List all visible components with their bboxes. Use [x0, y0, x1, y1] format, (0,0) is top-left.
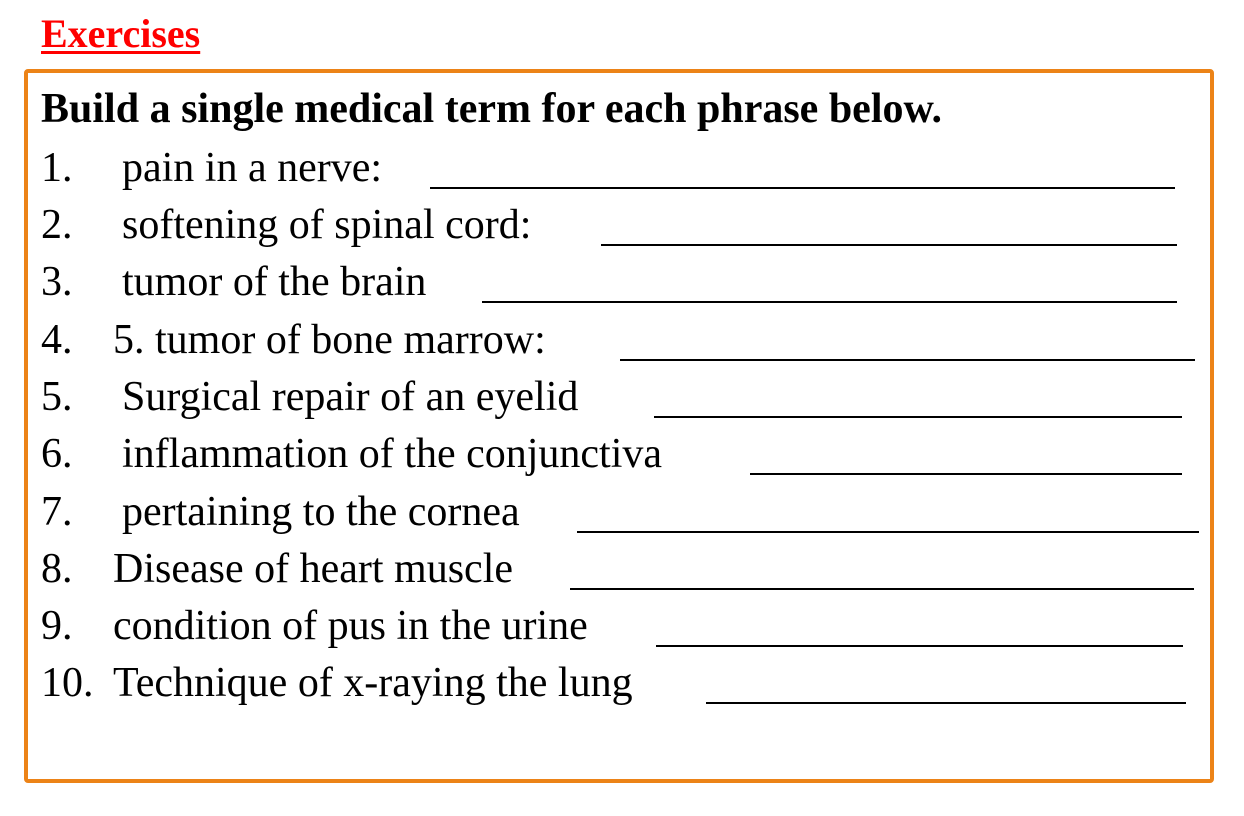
answer-blank[interactable]	[656, 645, 1183, 647]
item-text: Technique of x-raying the lung	[113, 660, 633, 706]
exercises-heading: Exercises	[41, 11, 201, 56]
answer-blank[interactable]	[706, 702, 1186, 704]
item-text: tumor of the brain	[122, 259, 427, 305]
answer-blank[interactable]	[620, 359, 1195, 361]
item-text: Disease of heart muscle	[113, 546, 514, 592]
item-text: 5. tumor of bone marrow:	[113, 317, 546, 363]
item-text: condition of pus in the urine	[113, 603, 588, 649]
item-number: 5.	[41, 374, 73, 420]
item-text: Surgical repair of an eyelid	[122, 374, 579, 420]
item-text: pertaining to the cornea	[122, 489, 520, 535]
instruction-text: Build a single medical term for each phrase below.	[41, 86, 943, 132]
item-number: 10.	[41, 660, 94, 706]
answer-blank[interactable]	[750, 473, 1182, 475]
item-number: 1.	[41, 145, 73, 191]
answer-blank[interactable]	[654, 416, 1182, 418]
item-number: 8.	[41, 546, 73, 592]
item-text: pain in a nerve:	[122, 145, 383, 191]
answer-blank[interactable]	[601, 244, 1177, 246]
item-number: 9.	[41, 603, 73, 649]
item-number: 2.	[41, 202, 73, 248]
item-number: 4.	[41, 317, 73, 363]
answer-blank[interactable]	[430, 187, 1175, 189]
item-text: inflammation of the conjunctiva	[122, 431, 663, 477]
answer-blank[interactable]	[577, 531, 1199, 533]
answer-blank[interactable]	[482, 301, 1177, 303]
item-text: softening of spinal cord:	[122, 202, 532, 248]
answer-blank[interactable]	[570, 588, 1194, 590]
item-number: 7.	[41, 489, 73, 535]
item-number: 6.	[41, 431, 73, 477]
item-number: 3.	[41, 259, 73, 305]
